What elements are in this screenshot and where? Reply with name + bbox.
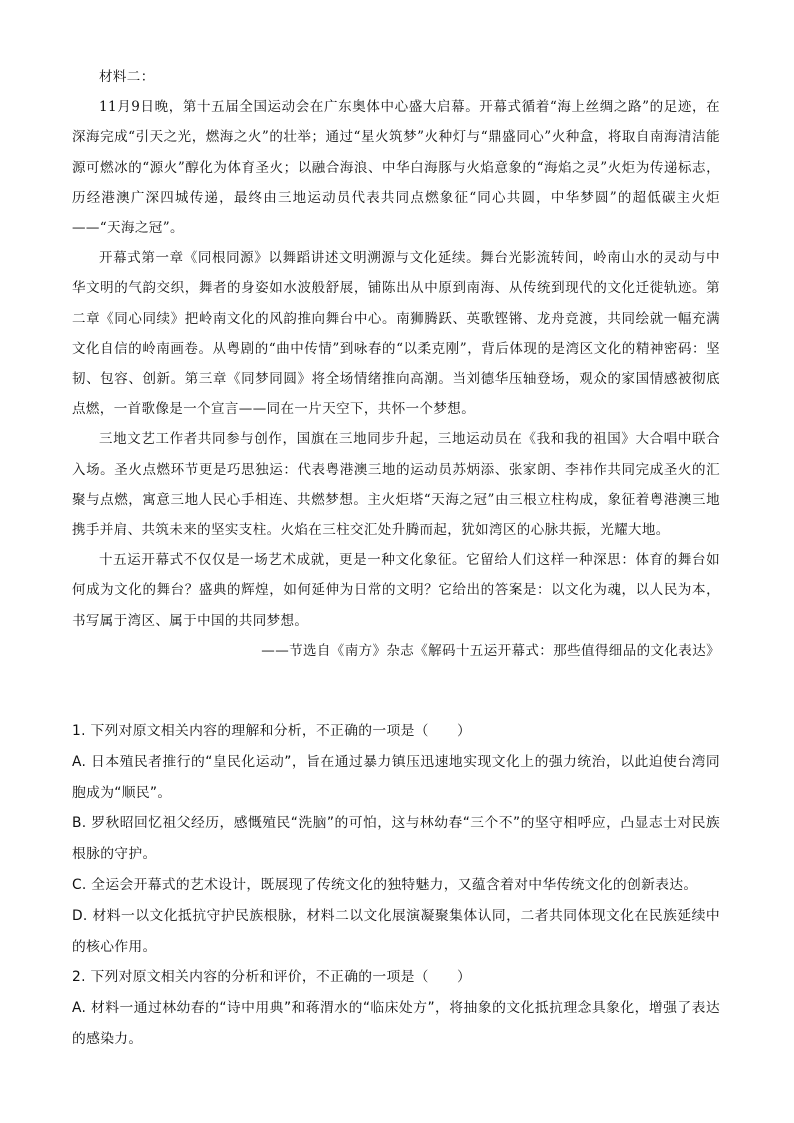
- question-2-stem: 2. 下列对原文相关内容的分析和评价，不正确的一项是（ ）: [72, 969, 472, 986]
- material-paragraph-2: 开幕式第一章《同根同源》以舞蹈讲述文明溯源与文化延续。舞台光影流转间，岭南山水的灵动与中华文明的气韵交织，舞者的身姿如水波般舒展，铺陈出从中原到南海、从传统到现代的文化迁徙轨迹。第二章《同心同续》把岭南文化的风韵推向舞台中心。南狮腾跃、英歌铿锵、龙舟竞渡，共同绘就一幅充满文化自信的岭南画卷。从粤剧的“曲中传情”到咏春的“以柔克刚”，背后体现的是湾区文化的精神密码：坚韧、包容、创新。第三章《同梦同圆》将全场情绪推向高潮。当刘德华压轴登场，观众的家国情感被彻底点燃，一首歌像是一个宣言——同在一片天空下，共怀一个梦想。: [72, 250, 720, 418]
- material-paragraph-3: 三地文艺工作者共同参与创作，国旗在三地同步升起，三地运动员在《我和我的祖国》大合唱中联合入场。圣火点燃环节更是巧思独运：代表粤港澳三地的运动员苏炳添、张家朗、李祎作共同完成圣火的汇聚与点燃，寓意三地人民心手相连、共燃梦想。主火炬塔“天海之冠”由三根立柱构成，象征着粤港澳三地携手并肩、共筑未来的坚实支柱。火焰在三柱交汇处升腾而起，犹如湾区的心脉共振，光耀大地。: [72, 431, 720, 539]
- reading-material: [72, 62, 720, 666]
- question-1-stem: 1. 下列对原文相关内容的理解和分析，不正确的一项是（ ）: [72, 723, 472, 739]
- material-source: ——节选自《南方》杂志《解码十五运开幕式：那些值得细品的文化表达》: [261, 642, 720, 659]
- material-paragraph-4: 十五运开幕式不仅仅是一场艺术成就，更是一种文化象征。它留给人们这样一种深思：体育的舞台如何成为文化的舞台？盛典的辉煌，如何延伸为日常的文明？它给出的答案是：以文化为魂，以人民为本，书写属于湾区、属于中国的共同梦想。: [72, 552, 720, 629]
- material-paragraph-1: 11月9日晚，第十五届全国运动会在广东奥体中心盛大启幕。开幕式循着“海上丝绸之路”的足迹，在深海完成“引天之光，燃海之火”的壮举；通过“星火筑梦”火种灯与“鼎盛同心”火种盒，将取自南海清洁能源可燃冰的“源火”醇化为体育圣火；以融合海浪、中华白海豚与火焰意象的“海焰之灵”火炬为传递标志，历经港澳广深四城传递，最终由三地运动员代表共同点燃象征“同心共圆，中华梦圆”的超低碳主火炬——“天海之冠”。: [72, 99, 720, 237]
- question-section: [72, 716, 720, 1055]
- question-1-option-a: A. 日本殖民者推行的“皇民化运动”，旨在通过暴力镇压迅速地实现文化上的强力统治，以此迫使台湾同胞成为“顺民”。: [72, 753, 720, 801]
- question-1-option-c: C. 全运会开幕式的艺术设计，既展现了传统文化的独特魅力，又蕴含着对中华传统文化的创新表达。: [72, 876, 698, 893]
- material-heading: 材料二：: [99, 69, 155, 85]
- question-1-option-b: B. 罗秋昭回忆祖父经历，感慨殖民“洗脑”的可怕，这与林幼春“三个不”的坚守相呼应，凸显志士对民族根脉的守护。: [72, 815, 720, 863]
- question-2-option-a: A. 材料一通过林幼春的“诗中用典”和蒋渭水的“临床处方”，将抽象的文化抵抗理念具象化，增强了表达的感染力。: [72, 1000, 720, 1047]
- question-1-option-d: D. 材料一以文化抵抗守护民族根脉，材料二以文化展演凝聚集体认同，二者共同体现文化在民族延续中的核心作用。: [72, 907, 720, 955]
